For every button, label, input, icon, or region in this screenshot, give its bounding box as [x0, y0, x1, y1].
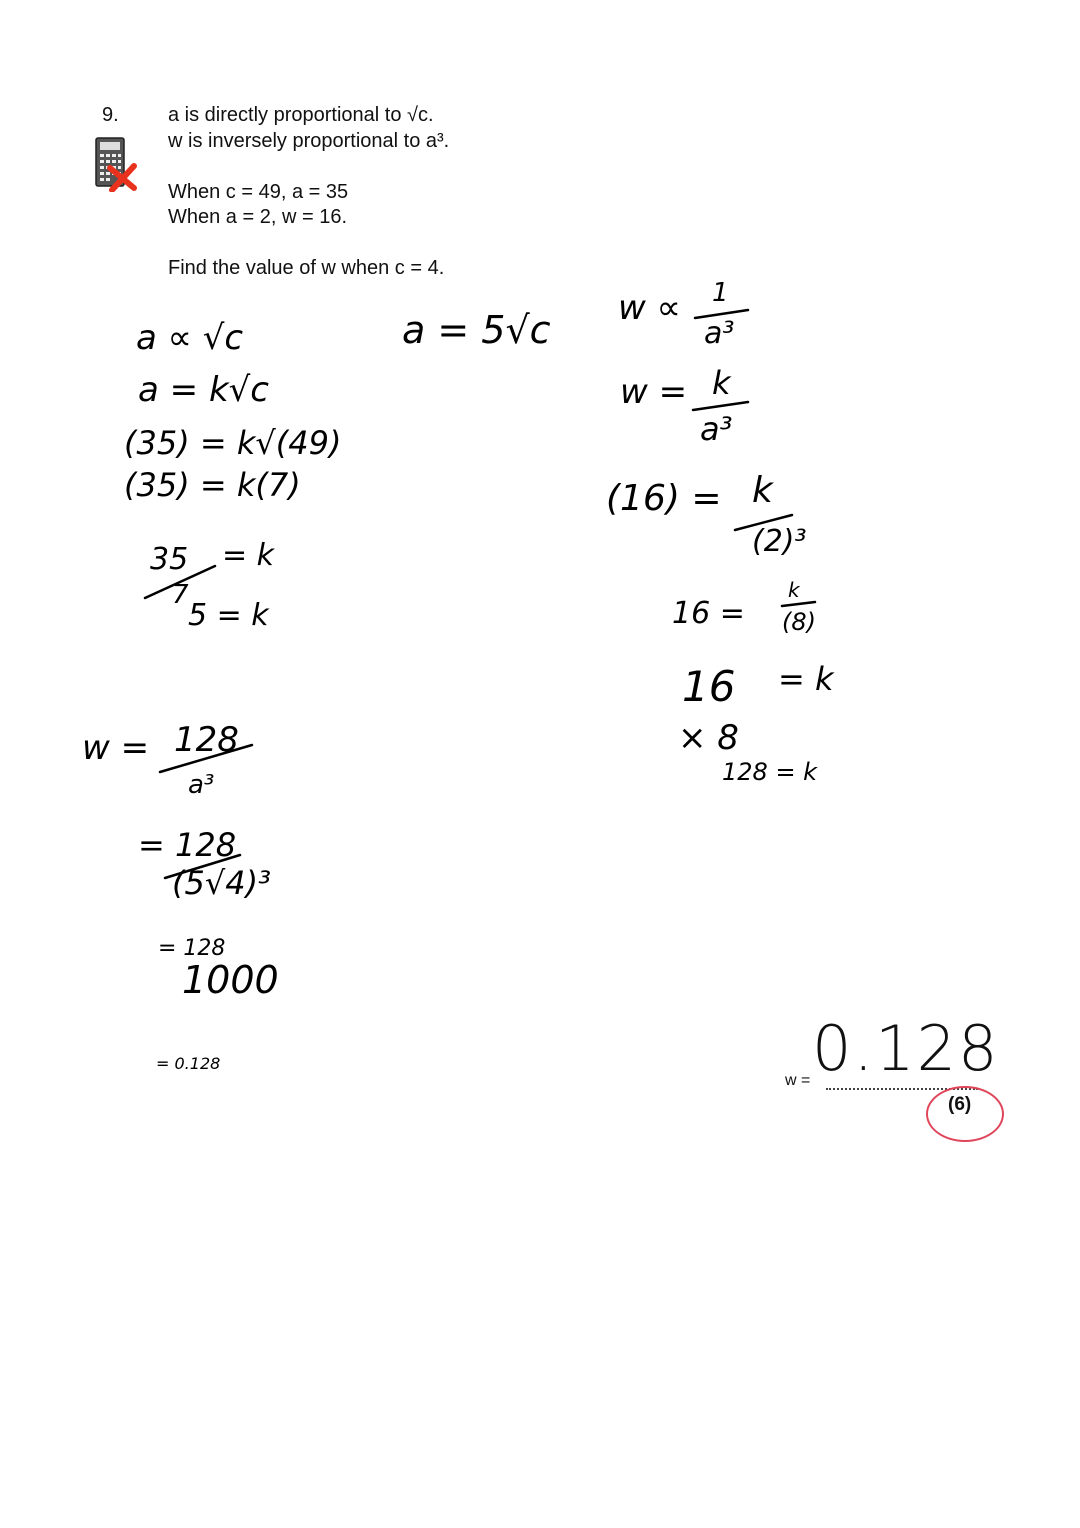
working-right-k-3: k [788, 578, 800, 602]
question-line-1: a is directly proportional to √c. [168, 104, 434, 126]
working-right-times-8: × 8 [678, 718, 739, 758]
working-bottom-1000: 1000 [182, 958, 279, 1002]
working-middle-line-1: a = 5√c [402, 308, 551, 352]
working-right-one: 1 [712, 278, 729, 308]
working-right-16-eq-2: 16 = [672, 596, 745, 631]
working-left-denominator: 7 [172, 580, 189, 610]
working-bottom-a3: a³ [188, 770, 215, 800]
working-right-16: 16 [682, 662, 736, 711]
working-left-equals-k: = k [222, 538, 275, 573]
working-right-2-cubed: (2)³ [752, 524, 807, 559]
working-left-line-4: (35) = k(7) [124, 466, 301, 504]
working-right-8: (8) [782, 608, 816, 636]
question-line-3: When c = 49, a = 35 [168, 181, 349, 203]
working-left-line-3: (35) = k√(49) [124, 424, 342, 462]
working-right-k-1: k [712, 364, 731, 402]
working-right-eq-k: = k [778, 660, 834, 698]
question-line-2: w is inversely proportional to a³. [168, 130, 450, 152]
working-left-numerator: 35 [150, 542, 189, 577]
working-left-result: 5 = k [188, 598, 269, 633]
working-bottom-result: = 0.128 [156, 1054, 221, 1073]
working-right-a3-1: a³ [704, 316, 735, 351]
marks-label: (6) [948, 1094, 972, 1115]
working-bottom-eq-128-small: = 128 [158, 936, 226, 961]
working-right-w-prop: w ∝ [618, 288, 681, 328]
working-right-k-2: k [752, 470, 773, 511]
working-bottom-5root4-cubed: (5√4)³ [172, 864, 271, 902]
working-right-16-eq: (16) = [606, 478, 722, 519]
working-bottom-w-eq: w = [82, 728, 150, 768]
working-right-128-k: 128 = k [722, 758, 818, 786]
working-bottom-128: 128 [174, 720, 239, 760]
working-right-w-eq: w = [620, 372, 688, 412]
answer-label: w = [785, 1072, 811, 1089]
question-line-4: When a = 2, w = 16. [168, 206, 347, 228]
question-line-5: Find the value of w when c = 4. [168, 257, 445, 279]
working-bottom-eq-128: = 128 [138, 826, 237, 864]
question-number: 9. [102, 104, 119, 126]
working-left-line-1: a ∝ √c [136, 318, 244, 358]
working-left-line-2: a = k√c [138, 370, 269, 410]
answer-value: 0.128 [812, 1012, 1000, 1085]
working-right-a3-2: a³ [700, 410, 733, 448]
